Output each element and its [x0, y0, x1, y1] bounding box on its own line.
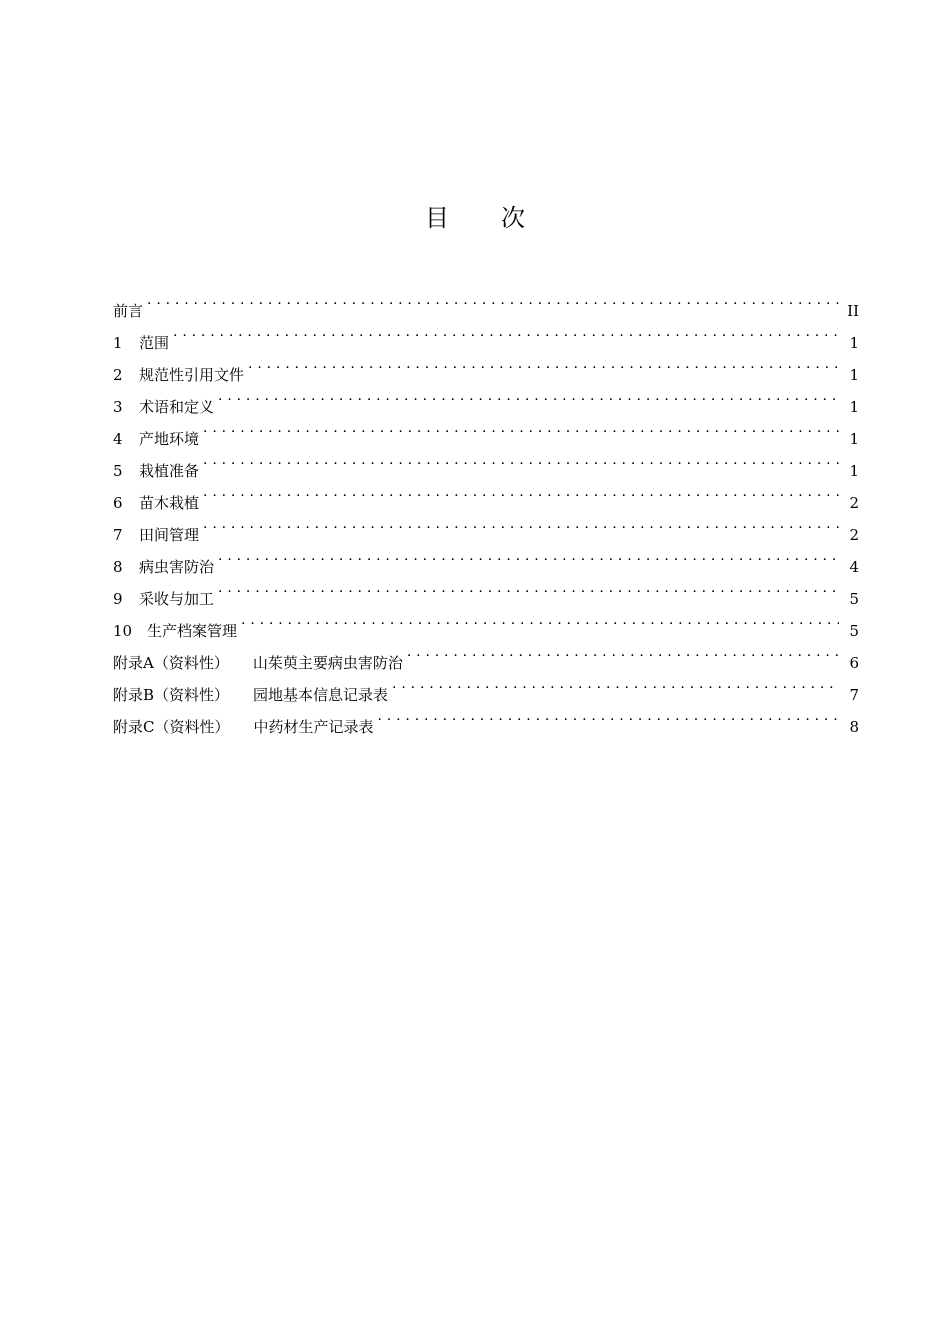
toc-entry-number: 4	[113, 430, 123, 448]
toc-entry[interactable]	[113, 380, 859, 416]
toc-entry-title: 采收与加工	[139, 590, 215, 608]
toc-dot-leader	[203, 412, 839, 444]
toc-entry-number: 5	[113, 462, 123, 480]
toc-entry-title: 苗木栽植	[139, 494, 200, 512]
toc-entry-page-number: 7	[849, 686, 859, 704]
toc-entry[interactable]	[113, 316, 859, 352]
toc-entry-title: 范围	[139, 334, 170, 352]
toc-title-char: 目	[425, 204, 449, 232]
toc-entry-page-number: II	[847, 302, 859, 320]
toc-title-char: 次	[501, 204, 525, 232]
toc-entry-appendix-label: 附录B（资料性）	[113, 686, 230, 704]
toc-entry-page-number: 1	[849, 462, 859, 480]
toc-entry-page-number: 5	[849, 622, 859, 640]
toc-entry[interactable]	[113, 476, 859, 512]
toc-dot-leader	[203, 476, 839, 508]
toc-entry-title: 规范性引用文件	[139, 366, 245, 384]
toc-entry-title: 生产档案管理	[147, 622, 238, 640]
toc-entry-number: 8	[113, 558, 123, 576]
toc-entry-number: 3	[113, 398, 123, 416]
toc-entry[interactable]	[113, 508, 859, 544]
toc-entry-number: 1	[113, 334, 123, 352]
toc-dot-leader	[147, 284, 839, 316]
toc-entry-title: 术语和定义	[139, 398, 215, 416]
toc-entry[interactable]	[113, 412, 859, 448]
toc-dot-leader	[203, 508, 839, 540]
toc-entry[interactable]	[113, 604, 859, 640]
toc-entry-number: 9	[113, 590, 123, 608]
toc-dot-leader	[173, 316, 839, 348]
toc-entry[interactable]	[113, 540, 859, 576]
toc-entry-number: 6	[113, 494, 123, 512]
toc-entry-number: 10	[113, 622, 133, 640]
toc-entry[interactable]	[113, 284, 859, 320]
toc-dot-leader	[218, 572, 839, 604]
toc-dot-leader	[218, 540, 839, 572]
toc-entry-appendix-label: 附录A（资料性）	[113, 654, 229, 672]
toc-list	[113, 284, 859, 736]
toc-entry-title: 园地基本信息记录表	[253, 686, 389, 704]
toc-entry-appendix-label: 附录C（资料性）	[113, 718, 230, 736]
toc-entry-page-number: 1	[849, 366, 859, 384]
toc-entry-page-number: 8	[849, 718, 859, 736]
toc-dot-leader	[392, 668, 839, 700]
toc-dot-leader	[241, 604, 839, 636]
toc-entry-page-number: 6	[849, 654, 859, 672]
toc-entry-title: 病虫害防治	[139, 558, 215, 576]
toc-entry-number: 7	[113, 526, 123, 544]
toc-entry-page-number: 5	[849, 590, 859, 608]
toc-title	[0, 200, 950, 236]
toc-dot-leader	[248, 348, 839, 380]
toc-entry-title: 产地环境	[139, 430, 200, 448]
toc-entry[interactable]	[113, 348, 859, 384]
toc-entry-title: 栽植准备	[139, 462, 200, 480]
toc-dot-leader	[203, 444, 839, 476]
toc-entry[interactable]	[113, 572, 859, 608]
toc-entry-page-number: 1	[849, 430, 859, 448]
toc-entry-page-number: 2	[849, 526, 859, 544]
toc-dot-leader	[378, 700, 840, 732]
toc-entry-page-number: 2	[849, 494, 859, 512]
toc-entry-title: 田间管理	[139, 526, 200, 544]
toc-entry-page-number: 4	[849, 558, 859, 576]
toc-entry-page-number: 1	[849, 334, 859, 352]
toc-entry-title: 中药材生产记录表	[253, 718, 374, 736]
toc-entry-number: 2	[113, 366, 123, 384]
toc-entry-title: 山茱萸主要病虫害防治	[252, 654, 403, 672]
toc-dot-leader	[407, 636, 839, 668]
toc-dot-leader	[218, 380, 839, 412]
toc-entry-page-number: 1	[849, 398, 859, 416]
toc-entry[interactable]	[113, 444, 859, 480]
toc-entry-title: 前言	[113, 302, 144, 320]
